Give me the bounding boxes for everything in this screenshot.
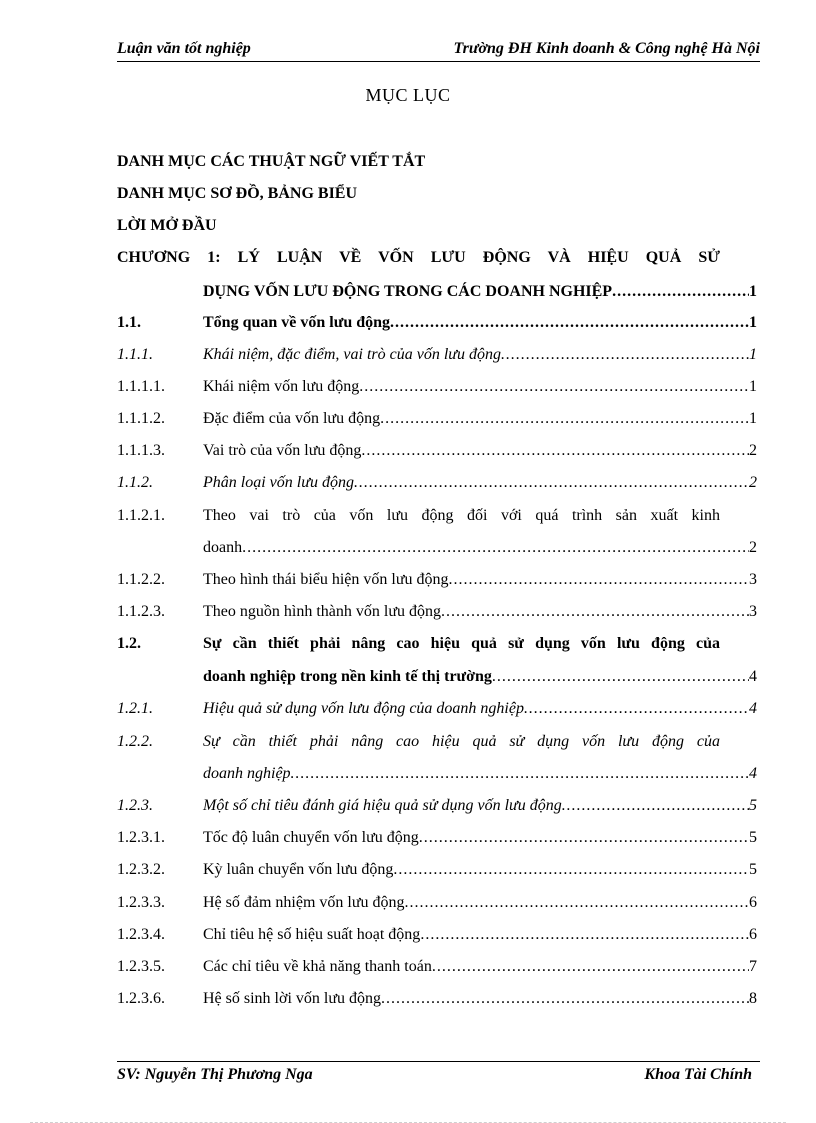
page-number: 1 [749, 283, 757, 300]
page-number: 6 [749, 894, 757, 911]
page-number: 4 [749, 700, 757, 717]
entry-title: Kỳ luân chuyển vốn lưu động [203, 861, 394, 878]
toc-entry-continuation [117, 667, 757, 687]
toc-chapter1-line2 [117, 282, 757, 302]
entry-title-line2: doanh nghiệp trong nền kinh tế thị trường [203, 668, 492, 685]
page-number: 1 [749, 346, 757, 363]
entry-number: 1.2.3.2. [117, 861, 165, 878]
toc-front-intro: LỜI MỞ ĐẦU [117, 217, 217, 234]
toc-entry [117, 409, 757, 429]
toc-entry [117, 377, 757, 397]
page-number: 4 [749, 668, 757, 685]
toc-front-abbrev: DANH MỤC CÁC THUẬT NGỮ VIẾT TẮT [117, 153, 426, 170]
page-number: 3 [749, 571, 757, 588]
entry-number: 1.2.1. [117, 700, 153, 717]
dot-leader [501, 345, 749, 365]
entry-number: 1.2. [117, 635, 141, 652]
dot-leader [405, 893, 749, 913]
toc-entry [117, 828, 757, 848]
toc-entry-multiline [117, 634, 757, 654]
toc-entry [117, 893, 757, 913]
entry-number: 1.1.1.1. [117, 378, 165, 395]
entry-number: 1.1.2.2. [117, 571, 165, 588]
entry-title-line2: doanh [203, 539, 243, 556]
header-left: Luận văn tốt nghiệp [117, 40, 251, 57]
entry-number: 1.1.1. [117, 346, 153, 363]
dot-leader [449, 570, 749, 590]
chapter1-title-part1: CHƯƠNG 1: LÝ LUẬN VỀ VỐN LƯU ĐỘNG VÀ HIỆU QUẢ SỬ [117, 249, 720, 266]
dot-leader [419, 828, 749, 848]
dot-leader [361, 441, 749, 461]
toc-entry [117, 313, 757, 333]
page-header [117, 40, 760, 62]
entry-title: Khái niệm vốn lưu động [203, 378, 360, 395]
toc-entry [117, 860, 757, 880]
page-number: 6 [749, 926, 757, 943]
page-number: 4 [749, 765, 757, 782]
entry-number: 1.2.3.3. [117, 894, 165, 911]
entry-title: Hệ số đảm nhiệm vốn lưu động [203, 894, 405, 911]
dot-leader [441, 602, 749, 622]
toc-front-figures: DANH MỤC SƠ ĐỒ, BẢNG BIỂU [117, 185, 358, 202]
header-right: Trường ĐH Kinh doanh & Công nghệ Hà Nội [453, 40, 760, 57]
dot-leader [242, 538, 749, 558]
entry-title: Hiệu quả sử dụng vốn lưu động của doanh nghiệp [203, 700, 524, 717]
entry-number: 1.1.1.2. [117, 410, 165, 427]
dot-leader [291, 764, 749, 784]
entry-number: 1.1. [117, 314, 141, 331]
entry-title: Theo hình thái biểu hiện vốn lưu động [203, 571, 449, 588]
toc-entry [117, 925, 757, 945]
page-number: 1 [749, 378, 757, 395]
entry-number: 1.2.3. [117, 797, 153, 814]
entry-number: 1.1.1.3. [117, 442, 165, 459]
toc-entry [117, 699, 757, 719]
dot-leader [612, 282, 749, 302]
dot-leader [381, 989, 749, 1009]
entry-number: 1.2.3.6. [117, 990, 165, 1007]
page-number: 5 [749, 861, 757, 878]
dot-leader [420, 925, 749, 945]
chapter1-title-part2: DỤNG VỐN LƯU ĐỘNG TRONG CÁC DOANH NGHIỆP [203, 283, 613, 300]
toc-entry [117, 989, 757, 1009]
toc-entry [117, 441, 757, 461]
page-number: 8 [749, 990, 757, 1007]
entry-number: 1.2.2. [117, 733, 153, 750]
entry-number: 1.1.2. [117, 474, 153, 491]
toc-entry [117, 345, 757, 365]
footer-left: SV: Nguyễn Thị Phương Nga [117, 1066, 313, 1083]
entry-title: Tổng quan về vốn lưu động [203, 314, 391, 331]
page-number: 2 [749, 539, 757, 556]
page-number: 5 [749, 797, 757, 814]
entry-title-line1: Theo vai trò của vốn lưu động đối với quá trình sản xuất kinh [203, 507, 720, 524]
toc-entry [117, 957, 757, 977]
header-divider [117, 61, 760, 62]
entry-title: Hệ số sinh lời vốn lưu động [203, 990, 382, 1007]
entry-title: Khái niệm, đặc điểm, vai trò của vốn lưu động [203, 346, 502, 363]
dot-leader [393, 860, 749, 880]
toc-entry-continuation [117, 764, 757, 784]
toc-entry-multiline [117, 506, 757, 526]
page-number: 1 [749, 410, 757, 427]
entry-title: Một số chỉ tiêu đánh giá hiệu quả sử dụng vốn lưu động [203, 797, 562, 814]
toc-entry-continuation [117, 538, 757, 558]
entry-title-line1: Sự cần thiết phải nâng cao hiệu quả sử dụng vốn lưu động của [203, 733, 720, 750]
toc-entry [117, 570, 757, 590]
entry-title: Phân loại vốn lưu động [203, 474, 354, 491]
dot-leader [359, 377, 749, 397]
footer-right: Khoa Tài Chính [644, 1066, 752, 1083]
toc-entry [117, 602, 757, 622]
page-number: 7 [749, 958, 757, 975]
toc-chapter1-line1 [117, 248, 757, 268]
entry-number: 1.2.3.4. [117, 926, 165, 943]
toc-entry [117, 796, 757, 816]
page-number: 2 [749, 474, 757, 491]
entry-title-line1: Sự cần thiết phải nâng cao hiệu quả sử dụng vốn lưu động của [203, 635, 720, 652]
page-number: 5 [749, 829, 757, 846]
entry-title: Theo nguồn hình thành vốn lưu động [203, 603, 441, 620]
toc-entry [117, 473, 757, 493]
entry-number: 1.2.3.1. [117, 829, 165, 846]
page-number: 2 [749, 442, 757, 459]
entry-title: Vai trò của vốn lưu động [203, 442, 362, 459]
page-number: 3 [749, 603, 757, 620]
dot-leader [562, 796, 749, 816]
toc-entry-multiline [117, 732, 757, 752]
page-number: 1 [749, 314, 757, 331]
dot-leader [354, 473, 749, 493]
dot-leader [432, 957, 749, 977]
entry-title: Chỉ tiêu hệ số hiệu suất hoạt động [203, 926, 421, 943]
page-title: MỤC LỤC [365, 85, 451, 105]
entry-title: Đặc điểm của vốn lưu động [203, 410, 381, 427]
entry-number: 1.2.3.5. [117, 958, 165, 975]
dot-leader [492, 667, 749, 687]
entry-number: 1.1.2.1. [117, 507, 165, 524]
entry-title-line2: doanh nghiệp [203, 765, 291, 782]
entry-title: Tốc độ luân chuyển vốn lưu động [203, 829, 419, 846]
dot-leader [380, 409, 749, 429]
dot-leader [524, 699, 749, 719]
entry-title: Các chỉ tiêu về khả năng thanh toán [203, 958, 432, 975]
footer-divider [117, 1061, 760, 1062]
dot-leader [390, 313, 749, 333]
entry-number: 1.1.2.3. [117, 603, 165, 620]
